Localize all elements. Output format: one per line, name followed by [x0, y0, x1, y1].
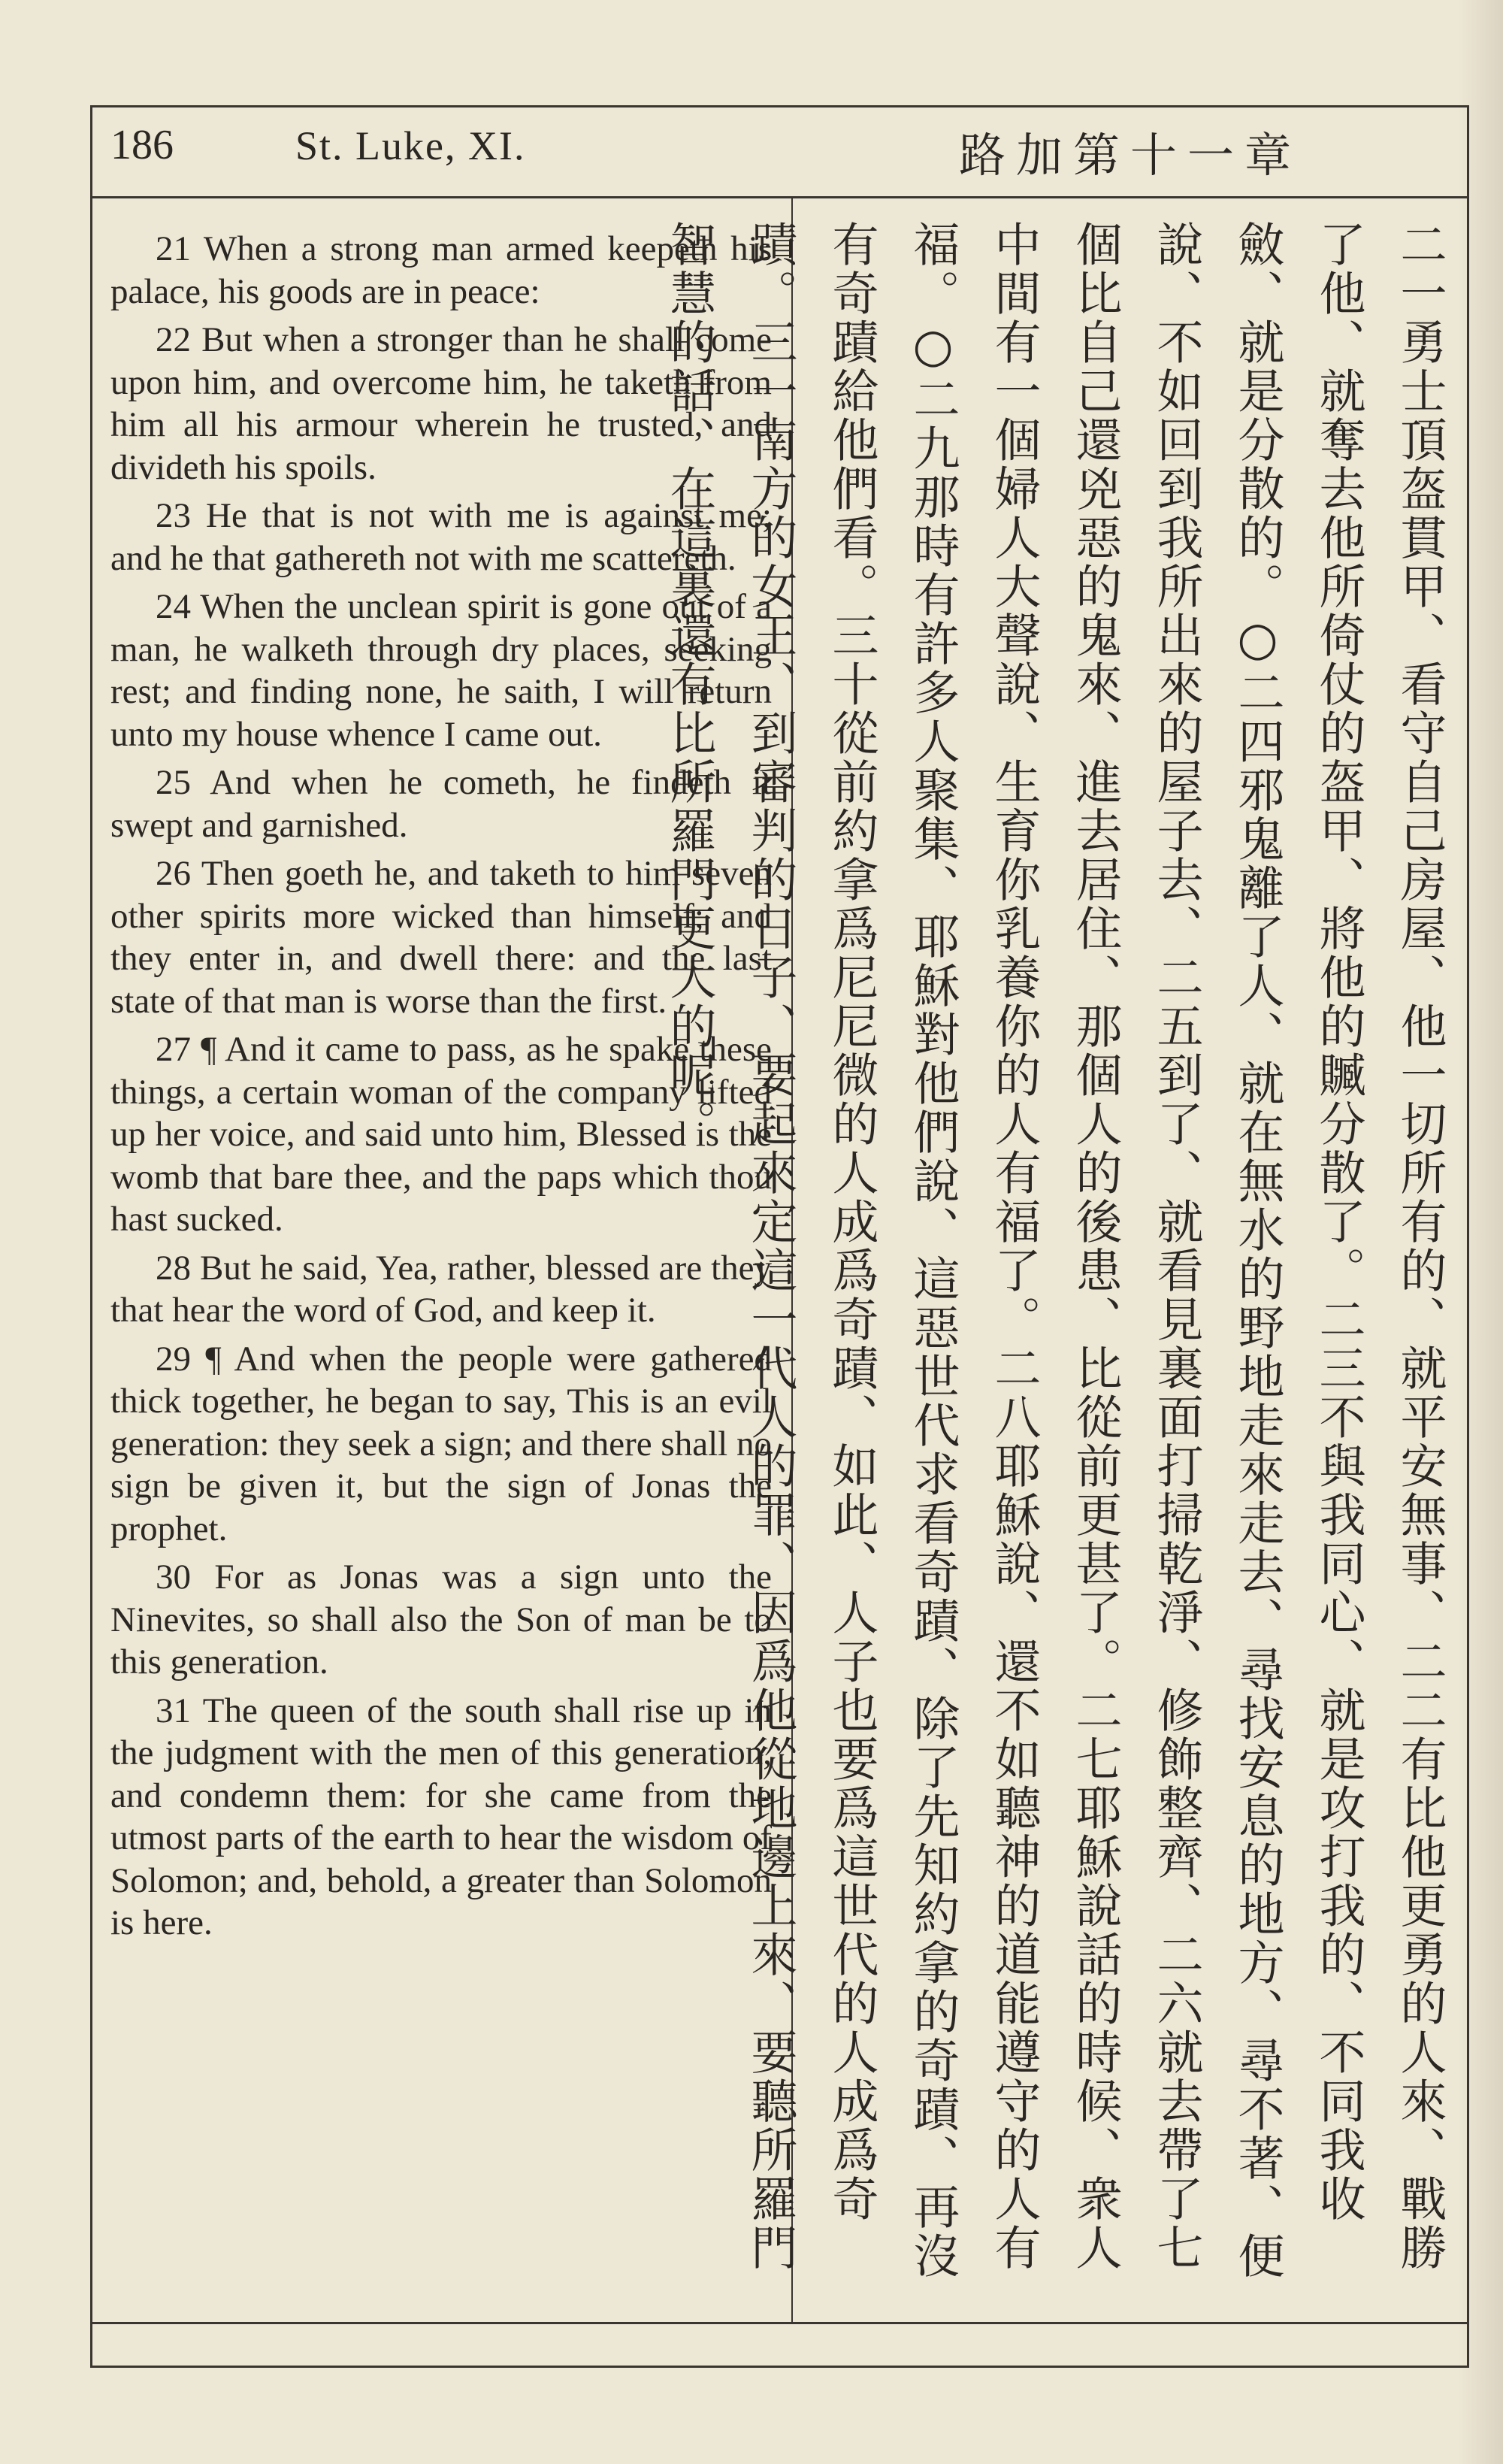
verse-23: 23 He that is not with me is against me; and he that gathereth not with me scattereth. — [110, 496, 772, 578]
chinese-title: 路加第十一章 — [958, 128, 1302, 183]
verse-21: 21 When a strong man armed keepeth his palace, his goods are in peace: — [110, 229, 772, 311]
verse-24: 24 When the unclean spirit is gone out of a man, he walketh through dry places, seeking rest; and finding none, he saith, I will return unto my house whence I came out. — [110, 587, 772, 754]
verse-30: 30 For as Jonas was a sign unto the Ninevites, so shall also the Son of man be to this generation. — [110, 1557, 772, 1682]
verse-31: 31 The queen of the south shall rise up in the judgment with the men of this generation, and condemn them: for she came from the utmost parts of the earth to hear the wisdom of Solomon; and, behold, a greater than Solomon is here. — [110, 1691, 772, 1942]
verse-25: 25 And when he cometh, he findeth it swept and garnished. — [110, 763, 772, 845]
verse-27: 27 ¶ And it came to pass, as he spake these things, a certain woman of the company lifted up her voice, and said unto him, Blessed is the womb that bare thee, and the paps which thou hast sucked. — [110, 1030, 772, 1239]
verse-22: 22 But when a stronger than he shall come upon him, and overcome him, he taketh from him all his armour wherein he trusted, and divideth his spoils. — [110, 320, 772, 487]
page-number: 186 — [110, 122, 174, 168]
footer-rule — [92, 2322, 1467, 2324]
verse-28: 28 But he said, Yea, rather, blessed are they that hear the word of God, and keep it. — [110, 1248, 772, 1330]
chinese-column: 二一勇士頂盔貫甲、看守自己房屋、他一切所有的、就平安無事、二二有比他更勇的人來、戰勝了他、就奪去他所倚仗的盔甲、將他的贓分散了。二三不與我同心、就是攻打我的、不同我收斂、就是分散的。○二四邪鬼離了人、就在無水的野地走來走去、尋找安息的地方、尋不著、便說、不如回到我所出來的屋子去、二五到了、就看見裏面打掃乾淨、修飾整齊、二六就去帶了七個比自己還兇惡的鬼來、進去居住、那個人的後患、比從前更甚了。二七耶穌說話的時候、衆人中間有一個婦人大聲說、生育你乳養你的人有福了。二八耶穌說、還不如聽神的道能遵守的人有福。○二九那時有許多人聚集、耶穌對他們說、這惡世代求看奇蹟、除了先知約拿的奇蹟、再沒有奇蹟給他們看。三十從前約拿爲尼尼微的人成爲奇蹟、如此、人子也要爲這世代的人成爲奇蹟。三一南方的女王、到審判的日子、要起來定這一代人的罪、因爲他從地邊上來、要聽所羅門智慧的話、在這裏還有比所羅門更大的呢。 — [662, 220, 1447, 2281]
verse-26: 26 Then goeth he, and taketh to him seven other spirits more wicked than himself; and they enter in, and dwell there: and the last state of that man is worse than the first. — [110, 854, 772, 1021]
page — [90, 105, 1469, 2368]
running-title: St. Luke, XI. — [295, 123, 526, 168]
verse-29: 29 ¶ And when the people were gathered thick together, he began to say, This is an evil generation: they seek a sign; and there shall no sign be given it, but the sign of Jonas the prophet. — [110, 1339, 772, 1548]
header — [92, 107, 1467, 198]
